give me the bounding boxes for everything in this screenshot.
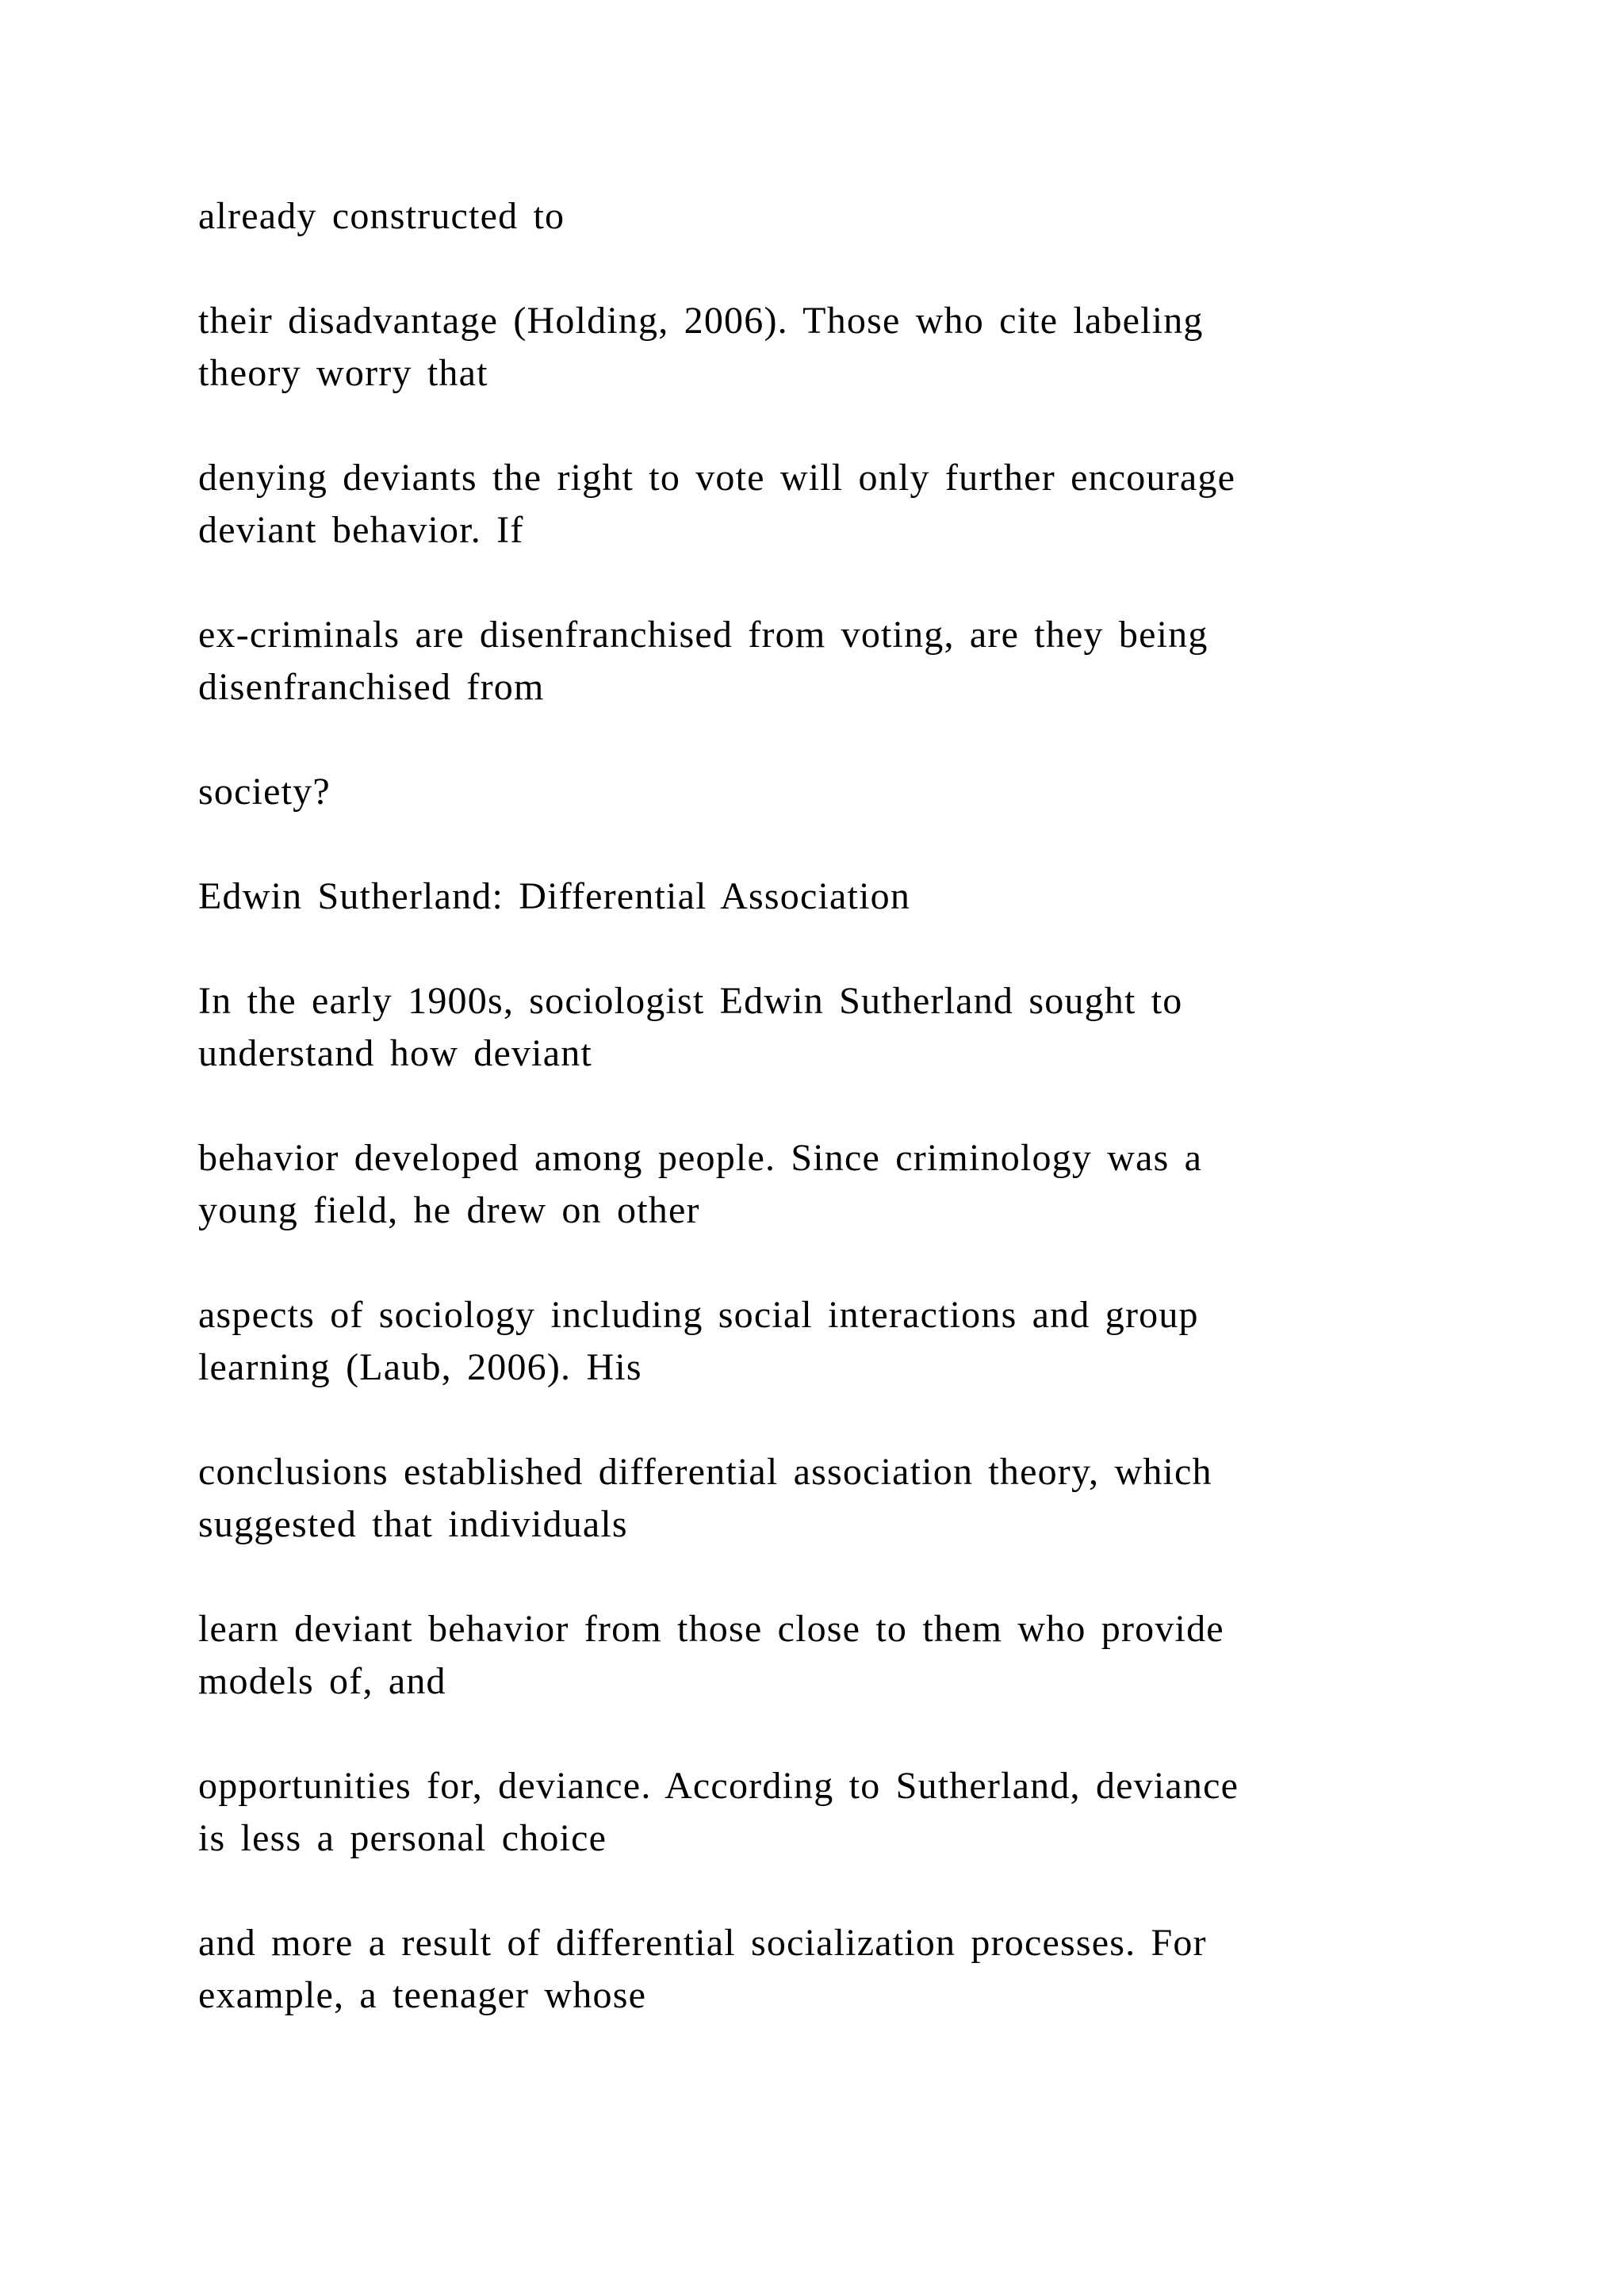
text-line: denying deviants the right to vote will only further encourage	[198, 457, 1236, 499]
paragraph-1	[198, 190, 1546, 243]
paragraph-5	[198, 766, 1546, 818]
text-line: learn deviant behavior from those close to them who provide	[198, 1608, 1224, 1650]
paragraph-2	[198, 295, 1546, 400]
paragraph-12	[198, 1760, 1546, 1865]
heading-line: Edwin Sutherland: Differential Association	[198, 875, 911, 917]
text-line: society?	[198, 771, 331, 813]
text-line: already constructed to	[198, 195, 565, 237]
text-line: young field, he drew on other	[198, 1189, 700, 1231]
text-line: In the early 1900s, sociologist Edwin Sutherland sought to	[198, 980, 1183, 1022]
text-line: theory worry that	[198, 352, 488, 394]
text-line: disenfranchised from	[198, 666, 545, 708]
text-line: opportunities for, deviance. According to Sutherland, deviance	[198, 1765, 1239, 1807]
text-line: ex-criminals are disenfranchised from voting, are they being	[198, 614, 1208, 656]
text-line: aspects of sociology including social interactions and group	[198, 1294, 1199, 1336]
paragraph-7	[198, 975, 1546, 1080]
text-line: suggested that individuals	[198, 1503, 628, 1545]
paragraph-9	[198, 1289, 1546, 1394]
text-line: understand how deviant	[198, 1032, 592, 1074]
paragraph-11	[198, 1603, 1546, 1708]
text-line: learning (Laub, 2006). His	[198, 1346, 642, 1388]
section-heading	[198, 871, 1546, 923]
text-line: is less a personal choice	[198, 1817, 607, 1859]
paragraph-3	[198, 452, 1546, 557]
text-line: models of, and	[198, 1660, 446, 1702]
paragraph-13	[198, 1917, 1546, 2022]
text-line: and more a result of differential socialization processes. For	[198, 1922, 1207, 1964]
text-line: deviant behavior. If	[198, 509, 524, 551]
text-line: conclusions established differential association theory, which	[198, 1451, 1212, 1493]
text-line: behavior developed among people. Since criminology was a	[198, 1137, 1203, 1179]
paragraph-8	[198, 1132, 1546, 1237]
text-line: their disadvantage (Holding, 2006). Those who cite labeling	[198, 300, 1204, 342]
paragraph-10	[198, 1446, 1546, 1551]
text-line: example, a teenager whose	[198, 1974, 647, 2016]
paragraph-4	[198, 609, 1546, 714]
